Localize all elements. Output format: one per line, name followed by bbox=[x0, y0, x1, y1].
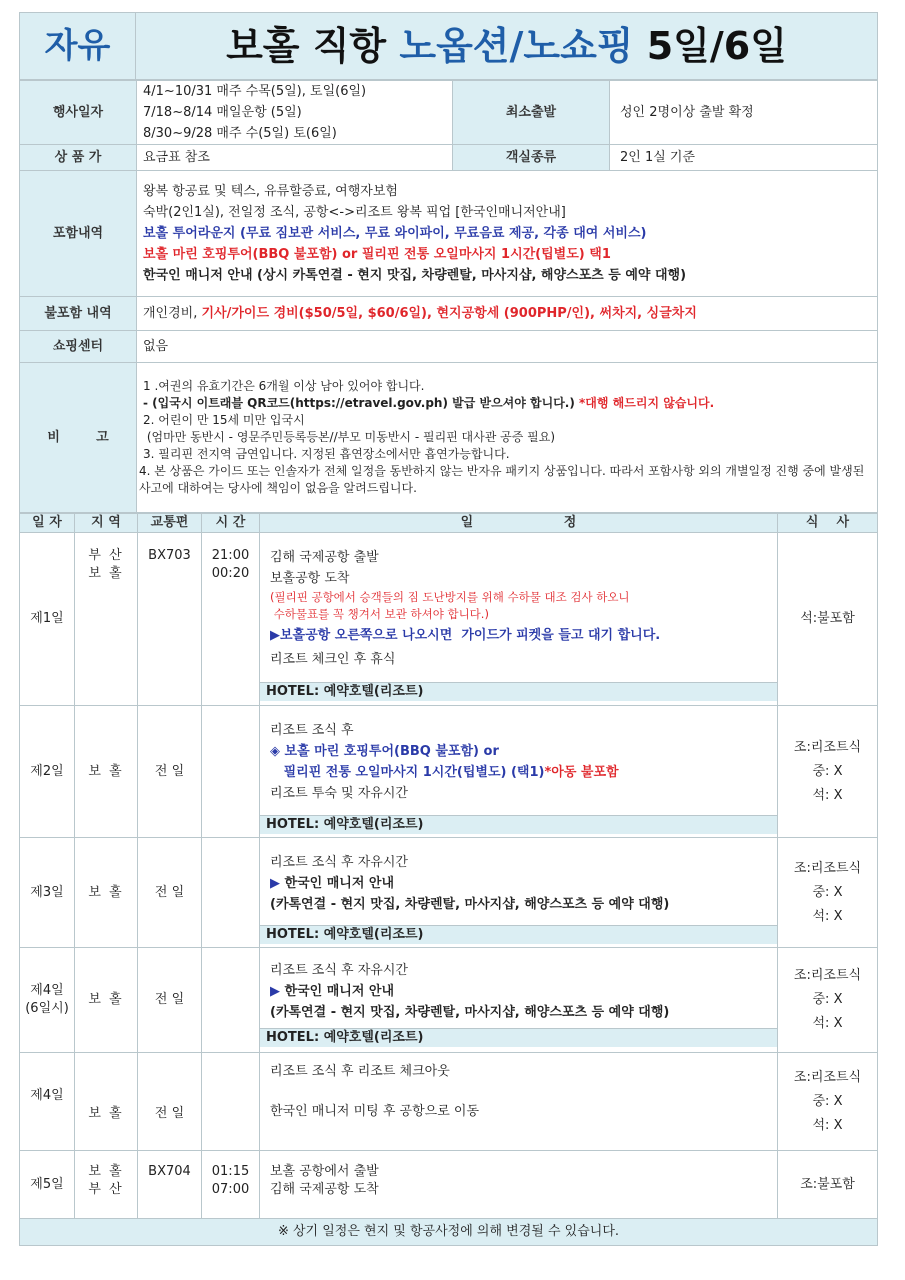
meal-lunch: 중: X bbox=[812, 1093, 843, 1109]
hotel-bar: HOTEL: 예약호텔(리조트) bbox=[260, 815, 777, 834]
hotel-bar: HOTEL: 예약호텔(리조트) bbox=[260, 925, 777, 944]
meal-breakfast: 조:리조트식 bbox=[793, 739, 862, 755]
time-cell bbox=[202, 533, 260, 706]
meal-cell bbox=[778, 948, 878, 1053]
col-header-transport: 교통편 bbox=[138, 514, 202, 533]
table-row bbox=[20, 533, 878, 706]
transport-cell: 전 일 bbox=[138, 706, 202, 838]
itinerary-line: 보홀 공항에서 출발 bbox=[270, 1164, 379, 1179]
meal-breakfast: 조:리조트식 bbox=[793, 968, 862, 983]
region-cell: 보 홀 bbox=[75, 706, 138, 838]
time-cell bbox=[202, 1151, 260, 1219]
note-no-agency: *대행 해드리지 않습니다. bbox=[579, 396, 715, 410]
flight-cell: BX704 bbox=[138, 1151, 202, 1219]
meal-dinner: 석: X bbox=[812, 1016, 843, 1031]
price-value: 요금표 참조 bbox=[137, 145, 453, 171]
event-dates bbox=[137, 81, 453, 145]
col-header-day: 일 자 bbox=[20, 514, 75, 533]
excluded-label: 불포함 내역 bbox=[20, 297, 137, 331]
day-cell bbox=[20, 948, 75, 1053]
price-label: 상 품 가 bbox=[20, 145, 137, 171]
time-value: 01:15 bbox=[211, 1164, 250, 1179]
note-line: 2. 어린이 만 15세 미만 입국시 bbox=[143, 413, 305, 427]
itinerary-cell bbox=[260, 706, 778, 838]
meal-dinner: 석: X bbox=[812, 1117, 843, 1133]
manager-services: (카톡연결 - 현지 맛집, 차량렌탈, 마사지샵, 해양스포츠 등 예약 대행) bbox=[270, 896, 670, 912]
table-row bbox=[20, 1151, 878, 1219]
excluded-items bbox=[137, 297, 878, 331]
itinerary-cell bbox=[260, 838, 778, 948]
day-cell: 제3일 bbox=[20, 838, 75, 948]
meal-lunch: 중: X bbox=[812, 992, 843, 1007]
shopping-label: 쇼핑센터 bbox=[20, 331, 137, 363]
meal-cell bbox=[778, 838, 878, 948]
included-line-manager: 한국인 매니저 안내 (상시 카톡연결 - 현지 맛집, 차량렌탈, 마사지샵, 해양스포츠 등 예약 대행) bbox=[143, 268, 687, 283]
note-line: 4. 본 상품은 가이드 또는 인솔자가 전체 일정을 동반하지 않는 반자유 패키지 상품입니다. 따라서 포함사항 외의 개별일정 진행 중에 발생된 사고에 대하여는 당사에 책임이 없음을 알려드립니다. bbox=[139, 464, 865, 495]
day-cell: 제1일 bbox=[20, 533, 75, 706]
region-name: 보 홀 bbox=[88, 1164, 124, 1179]
region-cell bbox=[75, 1151, 138, 1219]
itinerary-line: 리조트 조식 후 자유시간 bbox=[270, 962, 408, 978]
title-duration: 5일/6일 bbox=[633, 24, 787, 68]
itinerary-cell bbox=[260, 948, 778, 1053]
region-cell: 보 홀 bbox=[75, 1053, 138, 1151]
region-name: 부 산 bbox=[88, 548, 124, 563]
itinerary-cell bbox=[260, 1151, 778, 1219]
time-value: 00:20 bbox=[211, 566, 250, 581]
baggage-notice: (필리핀 공항에서 승객들의 짐 도난방지를 위해 수하물 대조 검사 하오니 bbox=[270, 590, 630, 604]
schedule-table bbox=[19, 513, 878, 1246]
excluded-plain: 개인경비, bbox=[143, 305, 202, 321]
col-header-time: 시 간 bbox=[202, 514, 260, 533]
hotel-bar: HOTEL: 예약호텔(리조트) bbox=[260, 682, 777, 701]
day-cell: 제4일 bbox=[20, 1053, 75, 1151]
region-name: 부 산 bbox=[88, 1182, 124, 1197]
free-tour-tag: 자유 bbox=[20, 13, 136, 80]
schedule-disclaimer: ※ 상기 일정은 현지 및 항공사정에 의해 변경될 수 있습니다. bbox=[20, 1219, 878, 1246]
meal-lunch: 중: X bbox=[812, 763, 843, 779]
meal-cell bbox=[778, 1053, 878, 1151]
guide-notice: ▶보홀공항 오른쪽으로 나오시면 가이드가 피켓을 들고 대기 합니다. bbox=[270, 628, 661, 643]
hotel-bar: HOTEL: 예약호텔(리조트) bbox=[260, 1028, 777, 1047]
table-row bbox=[20, 948, 878, 1053]
shopping-value: 없음 bbox=[137, 331, 878, 363]
title-no-option: 노옵션/노쇼핑 bbox=[399, 24, 634, 68]
meal-breakfast: 조:리조트식 bbox=[793, 860, 862, 876]
baggage-notice: 수하물표를 꼭 챙겨서 보관 하셔야 합니다.) bbox=[270, 607, 489, 621]
note-line: 1 .여권의 유효기간은 6개월 이상 남아 있어야 합니다. bbox=[143, 379, 425, 393]
region-cell: 보 홀 bbox=[75, 948, 138, 1053]
event-date-line: 8/30~9/28 매주 수(5일) 토(6일) bbox=[143, 126, 337, 141]
room-type-label: 객실종류 bbox=[453, 145, 610, 171]
meal-cell bbox=[778, 706, 878, 838]
event-date-label: 행사일자 bbox=[20, 81, 137, 145]
included-line: 왕복 항공료 및 텍스, 유류할증료, 여행자보험 bbox=[143, 184, 398, 199]
day-cell: 제5일 bbox=[20, 1151, 75, 1219]
time-value: 07:00 bbox=[211, 1182, 250, 1197]
flight-cell: BX703 bbox=[138, 533, 202, 706]
meal-breakfast: 조:리조트식 bbox=[793, 1069, 862, 1085]
region-name: 보 홀 bbox=[88, 566, 124, 581]
manager-line bbox=[270, 873, 771, 894]
notes bbox=[137, 363, 878, 513]
manager-guide: 한국인 매니저 안내 bbox=[284, 983, 395, 999]
region-cell bbox=[75, 533, 138, 706]
time-cell bbox=[202, 948, 260, 1053]
event-date-line: 7/18~8/14 매일운항 (5일) bbox=[143, 105, 302, 120]
time-value: 21:00 bbox=[211, 548, 250, 563]
note-etravel: - (입국시 이트래블 QR코드(https://etravel.gov.ph) 발급 받으셔야 합니다.) bbox=[143, 396, 580, 410]
title-route: 보홀 직항 bbox=[226, 24, 400, 68]
arrow-icon: ▶ bbox=[270, 983, 285, 999]
note-line: 3. 필리핀 전지역 금연입니다. 지정된 흡연장소에서만 흡연가능합니다. bbox=[143, 447, 510, 461]
title-banner bbox=[19, 12, 878, 80]
itinerary-line: 리조트 조식 후 bbox=[270, 722, 354, 738]
itinerary-line: 김해 국제공항 출발 bbox=[270, 550, 379, 565]
meal-cell: 석:불포함 bbox=[778, 533, 878, 706]
meal-dinner: 석: X bbox=[812, 787, 843, 803]
arrow-icon: ▶ bbox=[270, 875, 285, 891]
day-cell: 제2일 bbox=[20, 706, 75, 838]
product-info-table bbox=[19, 80, 878, 513]
itinerary-line: 보홀공항 도착 bbox=[270, 571, 350, 586]
included-line-lounge: 보홀 투어라운지 (무료 짐보관 서비스, 무료 와이파이, 무료음료 제공, 각종 대여 서비스) bbox=[143, 226, 647, 241]
region-cell: 보 홀 bbox=[75, 838, 138, 948]
included-line: 숙박(2인1실), 전일정 조식, 공항<->리조트 왕복 픽업 [한국인매니저안내] bbox=[143, 205, 566, 220]
included-items bbox=[137, 171, 878, 297]
day-label: 제4일 bbox=[30, 983, 64, 998]
itinerary-document bbox=[19, 12, 878, 1246]
itinerary-line: 리조트 조식 후 자유시간 bbox=[270, 854, 408, 870]
itinerary-line: 리조트 조식 후 리조트 체크아웃 bbox=[270, 1064, 450, 1079]
col-header-meals: 식 사 bbox=[778, 514, 878, 533]
child-excluded-note: *아동 불포함 bbox=[544, 764, 619, 780]
itinerary-line: 리조트 체크인 후 휴식 bbox=[270, 652, 396, 667]
day-sublabel: (6일시) bbox=[25, 1001, 69, 1016]
time-cell bbox=[202, 706, 260, 838]
min-departure-label: 최소출발 bbox=[453, 81, 610, 145]
included-line-tour: 보홀 마린 호핑투어(BBQ 불포함) or 필리핀 전통 오일마사지 1시간(팁별도) 택1 bbox=[143, 247, 611, 262]
itinerary-line: 한국인 매니저 미팅 후 공항으로 이동 bbox=[270, 1104, 480, 1119]
time-cell bbox=[202, 1053, 260, 1151]
table-row bbox=[20, 706, 878, 838]
time-cell bbox=[202, 838, 260, 948]
transport-cell: 전 일 bbox=[138, 838, 202, 948]
table-row bbox=[20, 838, 878, 948]
table-row bbox=[20, 1053, 878, 1151]
notes-label: 비 고 bbox=[20, 363, 137, 513]
meal-dinner: 석: X bbox=[812, 908, 843, 924]
col-header-itinerary: 일 정 bbox=[260, 514, 778, 533]
room-type-value: 2인 1실 기준 bbox=[610, 145, 878, 171]
meal-cell: 조:불포함 bbox=[778, 1151, 878, 1219]
col-header-region: 지 역 bbox=[75, 514, 138, 533]
itinerary-line: 리조트 투숙 및 자유시간 bbox=[270, 785, 408, 801]
transport-cell: 전 일 bbox=[138, 948, 202, 1053]
tour-option-line: ◈ 보홀 마린 호핑투어(BBQ 불포함) or bbox=[270, 743, 499, 759]
manager-guide: 한국인 매니저 안내 bbox=[284, 875, 395, 891]
event-date-line: 4/1~10/31 매주 수목(5일), 토일(6일) bbox=[143, 84, 367, 99]
itinerary-cell bbox=[260, 533, 778, 706]
page-title bbox=[136, 13, 878, 80]
included-label: 포함내역 bbox=[20, 171, 137, 297]
note-line: (엄마만 동반시 - 영문주민등록등본//부모 미동반시 - 필리핀 대사관 공증 필요) bbox=[143, 430, 556, 444]
itinerary-line: 김해 국제공항 도착 bbox=[270, 1182, 379, 1197]
meal-lunch: 중: X bbox=[812, 884, 843, 900]
tour-option-line bbox=[270, 762, 771, 783]
itinerary-cell bbox=[260, 1053, 778, 1151]
massage-option: 필리핀 전통 오일마사지 1시간(팁별도) (택1) bbox=[270, 764, 545, 780]
min-departure-value: 성인 2명이상 출발 확정 bbox=[610, 81, 878, 145]
transport-cell: 전 일 bbox=[138, 1053, 202, 1151]
note-line bbox=[143, 395, 875, 412]
excluded-fees: 기사/가이드 경비($50/5일, $60/6일), 현지공항세 (900PHP/인), 써차지, 싱글차지 bbox=[201, 305, 697, 321]
manager-services: (카톡연결 - 현지 맛집, 차량렌탈, 마사지샵, 해양스포츠 등 예약 대행) bbox=[270, 1004, 670, 1020]
manager-line bbox=[270, 981, 771, 1002]
